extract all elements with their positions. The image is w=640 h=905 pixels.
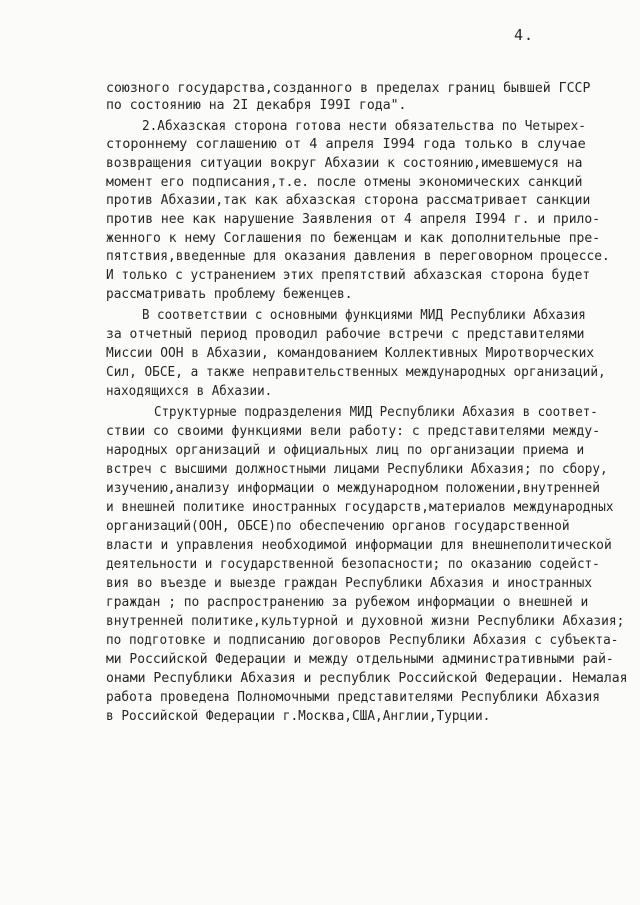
text-line: против Абхазии,так как абхазская сторона рассматривает санкции (106, 193, 591, 208)
text-line: вия во въезде и выезде граждан Республики Абхазия и иностранных (106, 576, 593, 591)
text-line: Структурные подразделения МИД Республики Абхазия в соответ- (154, 405, 598, 420)
text-line: рассматривать проблему беженцев. (106, 287, 353, 302)
text-line: против нее как нарушение Заявления от 4 апреля I994 г. и прило- (106, 212, 601, 227)
text-line: изучению,анализу информации о международном положении,внутренней (106, 481, 600, 496)
text-line: по состоянию на 2I декабря I99I года". (106, 98, 407, 113)
page-number: 4. (514, 26, 535, 44)
text-line: и внешней политике иностранных государств,материалов международных (106, 500, 614, 515)
text-line: женного к нему Соглашения по беженцам и как дополнительные пре- (106, 231, 601, 246)
text-line: за отчетный период проводил рабочие встречи с представителями (106, 327, 585, 342)
text-line: по подготовке и подписанию договоров Республики Абхазия с субъекта- (106, 633, 619, 648)
text-line: союзного государства,созданного в пределах границ бывшей ГССР (106, 81, 591, 96)
text-line: работа проведена Полномочными представителями Республики Абхазия (106, 690, 600, 705)
text-line: возвращения ситуации вокруг Абхазии к состоянию,имевшемуся на (106, 156, 583, 171)
text-line: онами Республики Абхазия и республик Российской Федерации. Немалая (106, 671, 628, 686)
text-line: И только с устранением этих препятствий абхазская сторона будет (106, 268, 591, 283)
text-line: встреч с высшими должностными лицами Республики Абхазия; по сбору, (106, 462, 608, 477)
text-line: Миссии ООН в Абхазии, командованием Коллективных Миротворческих (106, 346, 595, 361)
text-line: находящихся в Абхазии. (106, 384, 273, 399)
text-line: народных организаций и официальных лиц по организации приема и (106, 443, 585, 458)
text-line: 2.Абхазская сторона готова нести обязательства по Четырех- (142, 119, 586, 134)
text-line: граждан ; по распространению за рубежом информации о внешней и (106, 595, 589, 610)
text-line: пятствия,введенные для оказания давления в переговорном процессе. (106, 249, 610, 264)
text-line: деятельности и государственной безопасности; по оказанию содейст- (106, 557, 600, 572)
text-line: момент его подписания,т.е. после отмены экономических санкций (106, 175, 583, 190)
text-line: Сил, ОБСЕ, а также неправительственных международных организаций, (106, 365, 606, 380)
text-line: ствии со своими функциями вели работу: с представителями между- (106, 424, 601, 439)
text-line: организаций(ООН, ОБСЕ)по обеспечению органов государственной (106, 519, 570, 534)
text-line: власти и управления необходимой информации для внешнеполитической (106, 538, 612, 553)
text-line: В соответствии с основными функциями МИД Республики Абхазия (142, 308, 586, 323)
text-line: ми Российской Федерации и между отдельными административными рай- (106, 652, 614, 667)
text-line: в Российской Федерации г.Москва,США,Англии,Турции. (106, 709, 491, 724)
text-line: стороннему соглашению от 4 апреля I994 года только в случае (106, 137, 586, 152)
text-line: внутренней политике,культурной и духовной жизни Республики Абхазия; (106, 614, 625, 629)
